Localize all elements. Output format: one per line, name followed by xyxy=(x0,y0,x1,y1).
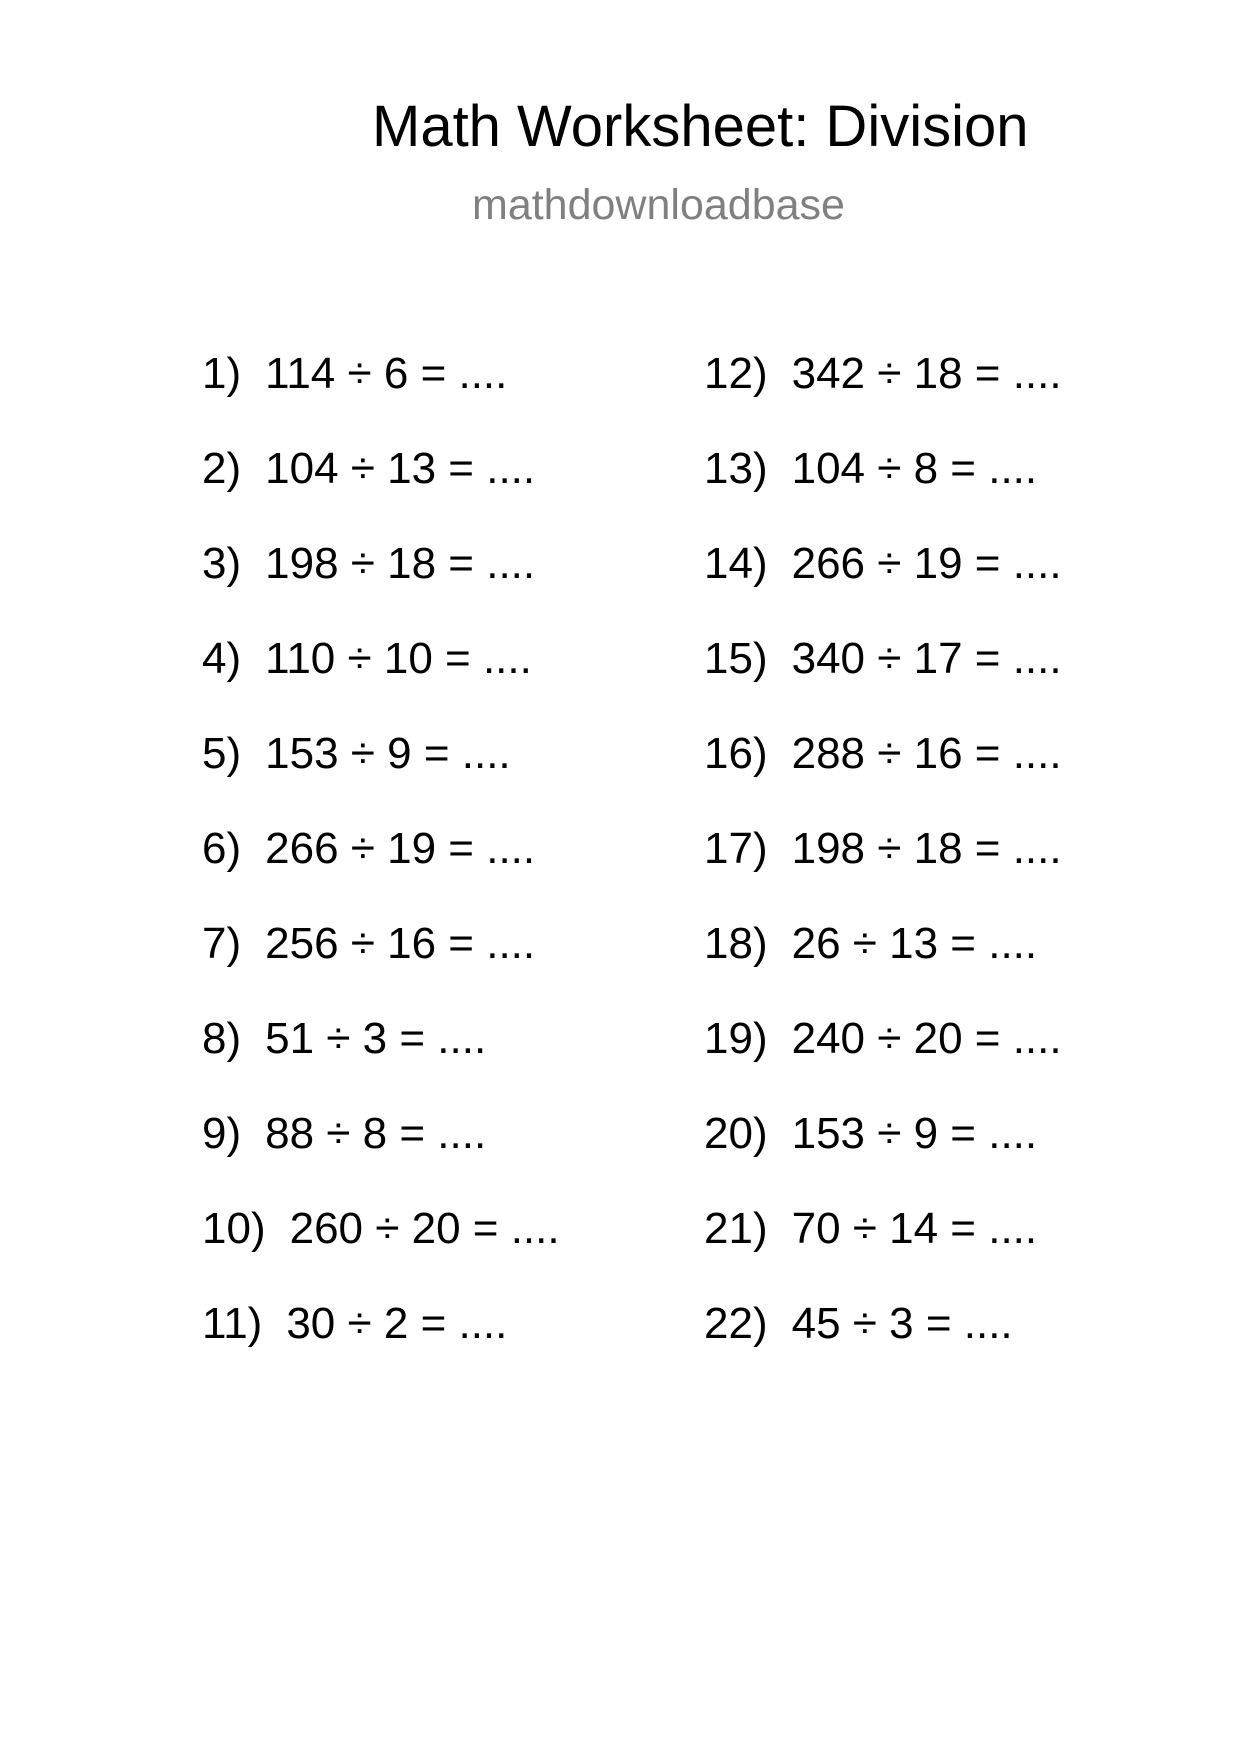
problem-item xyxy=(202,1014,560,1112)
problem-expression: 153 ÷ 9 = .... xyxy=(791,1109,1038,1158)
problem-number: 2) xyxy=(202,444,242,493)
problem-number: 8) xyxy=(202,1014,242,1063)
problem-number: 10) xyxy=(202,1204,266,1253)
problem-item xyxy=(704,919,1062,1017)
problem-item xyxy=(704,1014,1062,1112)
problem-expression: 340 ÷ 17 = .... xyxy=(791,634,1062,683)
problem-expression: 104 ÷ 13 = .... xyxy=(265,444,536,493)
problem-expression: 342 ÷ 18 = .... xyxy=(791,349,1062,398)
problem-expression: 266 ÷ 19 = .... xyxy=(265,824,536,873)
problem-item xyxy=(202,919,560,1017)
problem-item xyxy=(202,729,560,827)
problem-expression: 240 ÷ 20 = .... xyxy=(791,1014,1062,1063)
problem-expression: 30 ÷ 2 = .... xyxy=(286,1299,508,1348)
problem-item xyxy=(202,634,560,732)
problem-item xyxy=(202,824,560,922)
problem-number: 4) xyxy=(202,634,242,683)
problem-expression: 51 ÷ 3 = .... xyxy=(265,1014,487,1063)
problem-item xyxy=(202,444,560,542)
problem-number: 5) xyxy=(202,729,242,778)
problem-number: 15) xyxy=(704,634,768,683)
problem-expression: 266 ÷ 19 = .... xyxy=(791,539,1062,588)
problem-item xyxy=(704,349,1062,447)
problem-number: 14) xyxy=(704,539,768,588)
problem-item xyxy=(704,729,1062,827)
problem-item xyxy=(202,1109,560,1207)
problem-number: 18) xyxy=(704,919,768,968)
problem-number: 20) xyxy=(704,1109,768,1158)
problem-number: 13) xyxy=(704,444,768,493)
problem-expression: 104 ÷ 8 = .... xyxy=(791,444,1038,493)
problem-expression: 153 ÷ 9 = .... xyxy=(265,729,511,778)
problem-expression: 26 ÷ 13 = .... xyxy=(791,919,1038,968)
problem-expression: 88 ÷ 8 = .... xyxy=(265,1109,487,1158)
problem-column-left xyxy=(202,349,560,1397)
problem-number: 7) xyxy=(202,919,242,968)
problem-number: 22) xyxy=(704,1299,768,1348)
problem-number: 3) xyxy=(202,539,242,588)
problem-number: 17) xyxy=(704,824,768,873)
problem-number: 19) xyxy=(704,1014,768,1063)
problem-expression: 260 ÷ 20 = .... xyxy=(289,1204,560,1253)
problem-number: 21) xyxy=(704,1204,768,1253)
problem-column-right xyxy=(704,349,1062,1397)
problem-item xyxy=(704,634,1062,732)
worksheet-subtitle: mathdownloadbase xyxy=(472,181,845,229)
problem-number: 1) xyxy=(202,349,242,398)
problem-item xyxy=(202,1204,560,1302)
problem-item xyxy=(202,539,560,637)
worksheet-title: Math Worksheet: Division xyxy=(372,94,1029,159)
problem-expression: 256 ÷ 16 = .... xyxy=(265,919,536,968)
problem-item xyxy=(704,1299,1062,1397)
problem-number: 11) xyxy=(202,1299,263,1348)
problem-number: 12) xyxy=(704,349,768,398)
problem-expression: 45 ÷ 3 = .... xyxy=(791,1299,1013,1348)
problem-item xyxy=(202,1299,560,1397)
problem-expression: 198 ÷ 18 = .... xyxy=(791,824,1062,873)
problem-item xyxy=(704,1109,1062,1207)
problem-expression: 198 ÷ 18 = .... xyxy=(265,539,536,588)
problem-item xyxy=(704,1204,1062,1302)
problem-expression: 70 ÷ 14 = .... xyxy=(791,1204,1038,1253)
problem-item xyxy=(704,824,1062,922)
problem-item xyxy=(704,539,1062,637)
problem-item xyxy=(704,444,1062,542)
problem-expression: 114 ÷ 6 = .... xyxy=(265,349,508,398)
problem-number: 9) xyxy=(202,1109,242,1158)
problem-expression: 110 ÷ 10 = .... xyxy=(265,634,532,683)
problem-item xyxy=(202,349,560,447)
problem-number: 6) xyxy=(202,824,242,873)
problem-number: 16) xyxy=(704,729,768,778)
problem-expression: 288 ÷ 16 = .... xyxy=(791,729,1062,778)
